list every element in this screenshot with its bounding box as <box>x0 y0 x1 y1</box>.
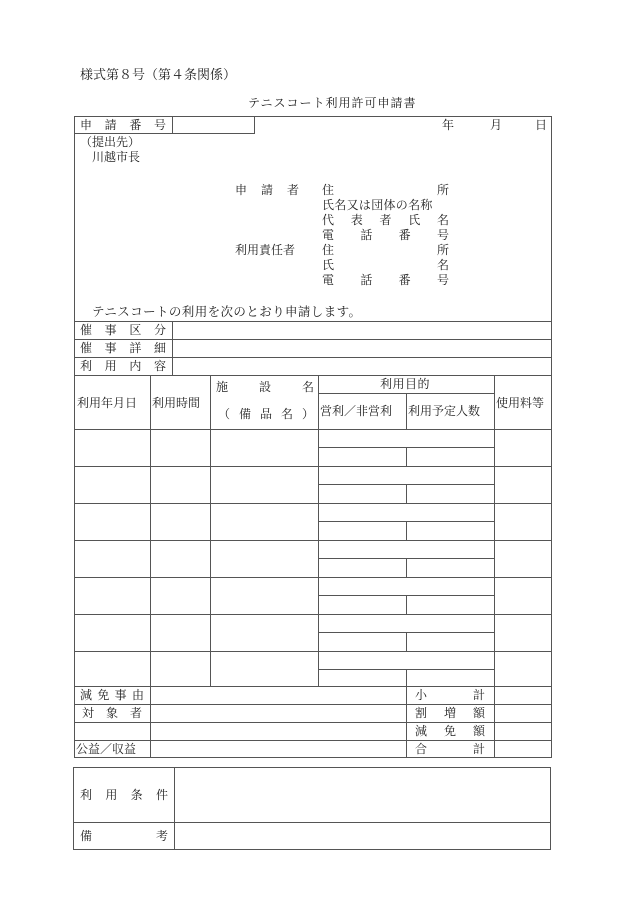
addressee-name: 川越市長 <box>92 150 141 164</box>
fee-field[interactable] <box>495 467 551 503</box>
purpose-field[interactable] <box>319 541 494 558</box>
applicant-name-label[interactable]: 氏名又は団体の名称 <box>322 198 433 212</box>
purpose-field[interactable] <box>319 467 494 484</box>
fee-field[interactable] <box>495 541 551 577</box>
people-field[interactable] <box>407 485 494 503</box>
responsible-phone-label[interactable]: 電 話 番 号 <box>322 273 449 287</box>
responsible-person-label: 利用責任者 <box>235 243 296 257</box>
reduction-amount-field[interactable] <box>495 723 551 740</box>
people-field[interactable] <box>407 559 494 577</box>
page-title: テニスコート利用許可申請書 <box>248 96 417 110</box>
total-label: 合 計 <box>415 742 485 756</box>
fee-field[interactable] <box>495 430 551 466</box>
header-usage-time: 利用時間 <box>152 396 201 410</box>
application-number-label: 申 請 番 号 <box>80 118 166 132</box>
applicant-address-label[interactable]: 住 所 <box>322 183 449 197</box>
profit-field[interactable] <box>319 522 406 540</box>
people-field[interactable] <box>407 522 494 540</box>
fee-field[interactable] <box>495 615 551 651</box>
fee-field[interactable] <box>495 504 551 540</box>
event-detail-field[interactable] <box>173 340 551 357</box>
application-number-field[interactable] <box>173 117 254 133</box>
fee-field[interactable] <box>495 578 551 614</box>
usage-time-field[interactable] <box>151 578 210 614</box>
people-field[interactable] <box>407 596 494 614</box>
profit-field[interactable] <box>319 633 406 651</box>
header-profit: 営利／非営利 <box>320 404 393 418</box>
usage-content-field[interactable] <box>173 358 551 375</box>
header-equipment-name: （ 備 品 名 ） <box>218 407 314 421</box>
people-field[interactable] <box>407 633 494 651</box>
profit-field[interactable] <box>319 559 406 577</box>
usage-time-field[interactable] <box>151 541 210 577</box>
usage-time-field[interactable] <box>151 430 210 466</box>
usage-time-field[interactable] <box>151 467 210 503</box>
facility-name-field[interactable] <box>211 467 318 503</box>
responsible-name-label[interactable]: 氏 名 <box>322 258 449 272</box>
month-label: 月 <box>490 118 503 132</box>
reduction-amount-label: 減 免 額 <box>415 724 485 738</box>
header-usage-date: 利用年月日 <box>77 396 138 410</box>
applicant-phone-label[interactable]: 電 話 番 号 <box>322 228 449 242</box>
event-detail-label: 催 事 詳 細 <box>80 341 166 355</box>
event-category-label: 催 事 区 分 <box>80 323 166 337</box>
usage-time-field[interactable] <box>151 504 210 540</box>
application-date-field[interactable] <box>420 117 550 133</box>
header-people: 利用予定人数 <box>408 404 481 418</box>
fee-field[interactable] <box>495 652 551 688</box>
purpose-field[interactable] <box>319 652 494 669</box>
profit-field[interactable] <box>319 448 406 466</box>
public-profit-label: 公益／収益 <box>76 742 137 756</box>
facility-name-field[interactable] <box>211 578 318 614</box>
purpose-field[interactable] <box>319 615 494 632</box>
usage-date-field[interactable] <box>75 504 150 540</box>
usage-date-field[interactable] <box>75 578 150 614</box>
remarks-field[interactable] <box>175 823 550 849</box>
usage-date-field[interactable] <box>75 467 150 503</box>
purpose-field[interactable] <box>319 578 494 595</box>
usage-date-field[interactable] <box>75 430 150 466</box>
event-category-field[interactable] <box>173 322 551 339</box>
usage-content-label: 利 用 内 容 <box>80 359 166 373</box>
usage-time-field[interactable] <box>151 652 210 688</box>
responsible-address-label[interactable]: 住 所 <box>322 243 449 257</box>
applicant-label: 申 請 者 <box>235 183 299 197</box>
profit-field[interactable] <box>319 596 406 614</box>
usage-date-field[interactable] <box>75 615 150 651</box>
blank-summary-field[interactable] <box>151 723 406 740</box>
day-label: 日 <box>535 118 548 132</box>
target-person-field[interactable] <box>151 705 406 722</box>
reduction-reason-field[interactable] <box>151 687 406 704</box>
purpose-field[interactable] <box>319 430 494 447</box>
year-label: 年 <box>442 118 455 132</box>
header-purpose: 利用目的 <box>380 377 431 391</box>
surcharge-field[interactable] <box>495 705 551 722</box>
facility-name-field[interactable] <box>211 615 318 651</box>
remarks-label: 備 考 <box>80 829 168 843</box>
header-facility-name: 施 設 名 <box>216 380 314 394</box>
facility-name-field[interactable] <box>211 541 318 577</box>
facility-name-field[interactable] <box>211 652 318 688</box>
purpose-field[interactable] <box>319 504 494 521</box>
usage-conditions-field[interactable] <box>175 768 550 822</box>
addressee-label: （提出先） <box>80 135 141 149</box>
target-person-label: 対 象 者 <box>82 706 142 720</box>
applicant-representative-label[interactable]: 代 表 者 氏 名 <box>322 213 449 227</box>
public-profit-field[interactable] <box>151 741 406 757</box>
header-fee: 使用料等 <box>496 396 545 410</box>
people-field[interactable] <box>407 448 494 466</box>
form-number: 様式第８号（第４条関係） <box>80 68 237 83</box>
usage-time-field[interactable] <box>151 615 210 651</box>
total-field[interactable] <box>495 741 551 757</box>
reduction-reason-label: 減 免 事 由 <box>80 688 144 702</box>
statement-text: テニスコートの利用を次のとおり申請します。 <box>92 304 362 319</box>
subtotal-field[interactable] <box>495 687 551 704</box>
subtotal-label: 小 計 <box>415 688 485 702</box>
facility-name-field[interactable] <box>211 504 318 540</box>
facility-name-field[interactable] <box>211 430 318 466</box>
surcharge-label: 割 増 額 <box>415 706 485 720</box>
usage-date-field[interactable] <box>75 541 150 577</box>
usage-conditions-label: 利 用 条 件 <box>80 788 168 802</box>
profit-field[interactable] <box>319 485 406 503</box>
usage-date-field[interactable] <box>75 652 150 688</box>
